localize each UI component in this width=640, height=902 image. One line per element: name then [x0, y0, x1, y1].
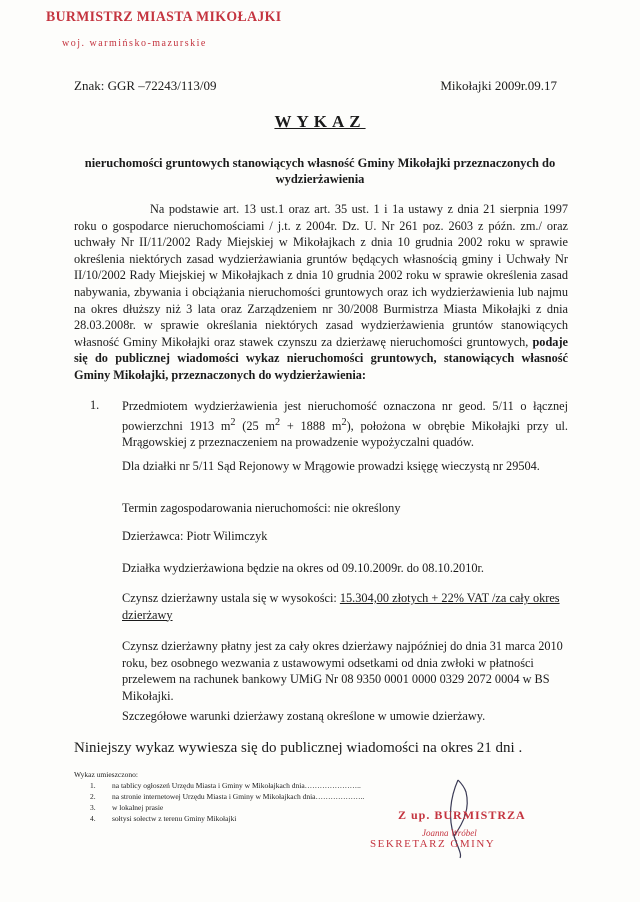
posted-item: na tablicy ogłoszeń Urzędu Miasta i Gminy w Mikołajkach dnia………………….. — [112, 781, 361, 790]
posted-heading: Wykaz umieszczono: — [74, 770, 138, 779]
signature-name: Joanna Wróbel — [422, 828, 477, 838]
posted-item: w lokalnej prasie — [112, 803, 164, 812]
reference-number: Znak: GGR –72243/113/09 — [74, 78, 217, 93]
posted-item: na stronie internetowej Urzędu Miasta i Gminy w Mikołajkach dnia……………….. — [112, 792, 365, 801]
intro-text: Na podstawie art. 13 ust.1 oraz art. 35 ust. 1 i 1a ustawy z dnia 21 sierpnia 1997 roku o gospodarce nieruchomościami / j.t. z 2004r. Dz. U. Nr 261 poz. 2603 z późn. zm./ oraz uchwały Nr II/11/2002 Rady Miejskiej w Mikołajkach z dnia 10 grudnia 2002 roku w sprawie określenia niektórych zasad wydzierżawiania gruntów będących własnością gminy i Uchwały Nr II/10/2002 Rady Miejskiej w Mikołajkach z dnia 10 grudnia 2002 roku w sprawie określenia zasad nabywania, zbywania i obciążania nieruchomości gruntowych oraz ich wydzierżawienia lub najmu na okres dłuższy niż 3 lata oraz Zarządzeniem nr 30/2008 Burmistrza Miasta Mikołajki z dnia 28.03.2008r. w sprawie określania niektórych zasad wydzierżawienia gruntów stanowiących własność Gminy Mikołajki oraz stawek czynszu za dzierżawę nieruchomości gruntowych, — [74, 202, 568, 349]
lease-period: Działka wydzierżawiona będzie na okres od 09.10.2009r. do 08.10.2010r. — [122, 561, 484, 575]
payment-terms: Czynsz dzierżawny płatny jest za cały okres dzierżawy najpóźniej do dnia 31 marca 2010 roku, bez osobnego wezwania z ustawowymi odsetkami od dnia zwłoki w płatności przelewem na rachunek bankowy UMiG Nr 08 9350 0001 0000 0329 2072 0004 w BS Mikołajki. — [122, 639, 563, 703]
posted-item-num: 4. — [90, 814, 96, 823]
posted-item-num: 3. — [90, 803, 96, 812]
document-title: WYKAZ — [274, 112, 366, 131]
posted-item: sołtysi sołectw z terenu Gminy Mikołajki — [112, 814, 237, 823]
place-date: Mikołajki 2009r.09.17 — [440, 78, 557, 93]
signature-stamp-title: Z up. BURMISTRZA — [398, 808, 526, 822]
office-stamp-title: BURMISTRZ MIASTA MIKOŁAJKI — [46, 9, 282, 25]
office-stamp-region: woj. warmińsko-mazurskie — [62, 38, 207, 49]
tenant-name: Dzierżawca: Piotr Wilimczyk — [122, 529, 268, 543]
rent-amount-line: Czynsz dzierżawny ustala się w wysokości: 15.304,00 złotych + 22% VAT /za cały okres dzierżawy — [122, 591, 560, 622]
signature-role: SEKRETARZ GMINY — [370, 838, 496, 850]
posted-item-num: 2. — [90, 792, 96, 801]
intro-paragraph — [74, 201, 568, 384]
land-registry-info: Dla działki nr 5/11 Sąd Rejonowy w Mrągowie prowadzi księgę wieczystą nr 29504. — [122, 459, 540, 473]
rent-amount: 15.304,00 złotych + 22% VAT /za cały okres dzierżawy — [122, 591, 560, 622]
posting-statement: Niniejszy wykaz wywiesza się do publicznej wiadomości na okres 21 dni . — [74, 740, 523, 756]
item-number: 1. — [90, 398, 100, 412]
posted-item-num: 1. — [90, 781, 96, 790]
lease-details-note: Szczegółowe warunki dzierżawy zostaną określone w umowie dzierżawy. — [122, 709, 486, 723]
item-description: Przedmiotem wydzierżawienia jest nieruchomość oznaczona nr geod. 5/11 o łącznej powierzchni 1913 $m^2$ (25 $m^2 + 1888$ $m^2$), położona w obrębie Mikołajki przy ul. Mrągowskiej z przeznaczeniem na prowadzenie wypożyczalni quadów. — [122, 399, 568, 450]
intro-bold-text: podaje się do publicznej wiadomości wykaz nieruchomości gruntowych, stanowiących własność Gminy Mikołajki, przeznaczonych do wydzierżawienia: — [74, 334, 568, 382]
development-term: Termin zagospodarowania nieruchomości: nie określony — [122, 501, 401, 515]
document-subtitle: nieruchomości gruntowych stanowiących własność Gminy Mikołajki przeznaczonych do wydzierżawienia — [84, 156, 556, 186]
